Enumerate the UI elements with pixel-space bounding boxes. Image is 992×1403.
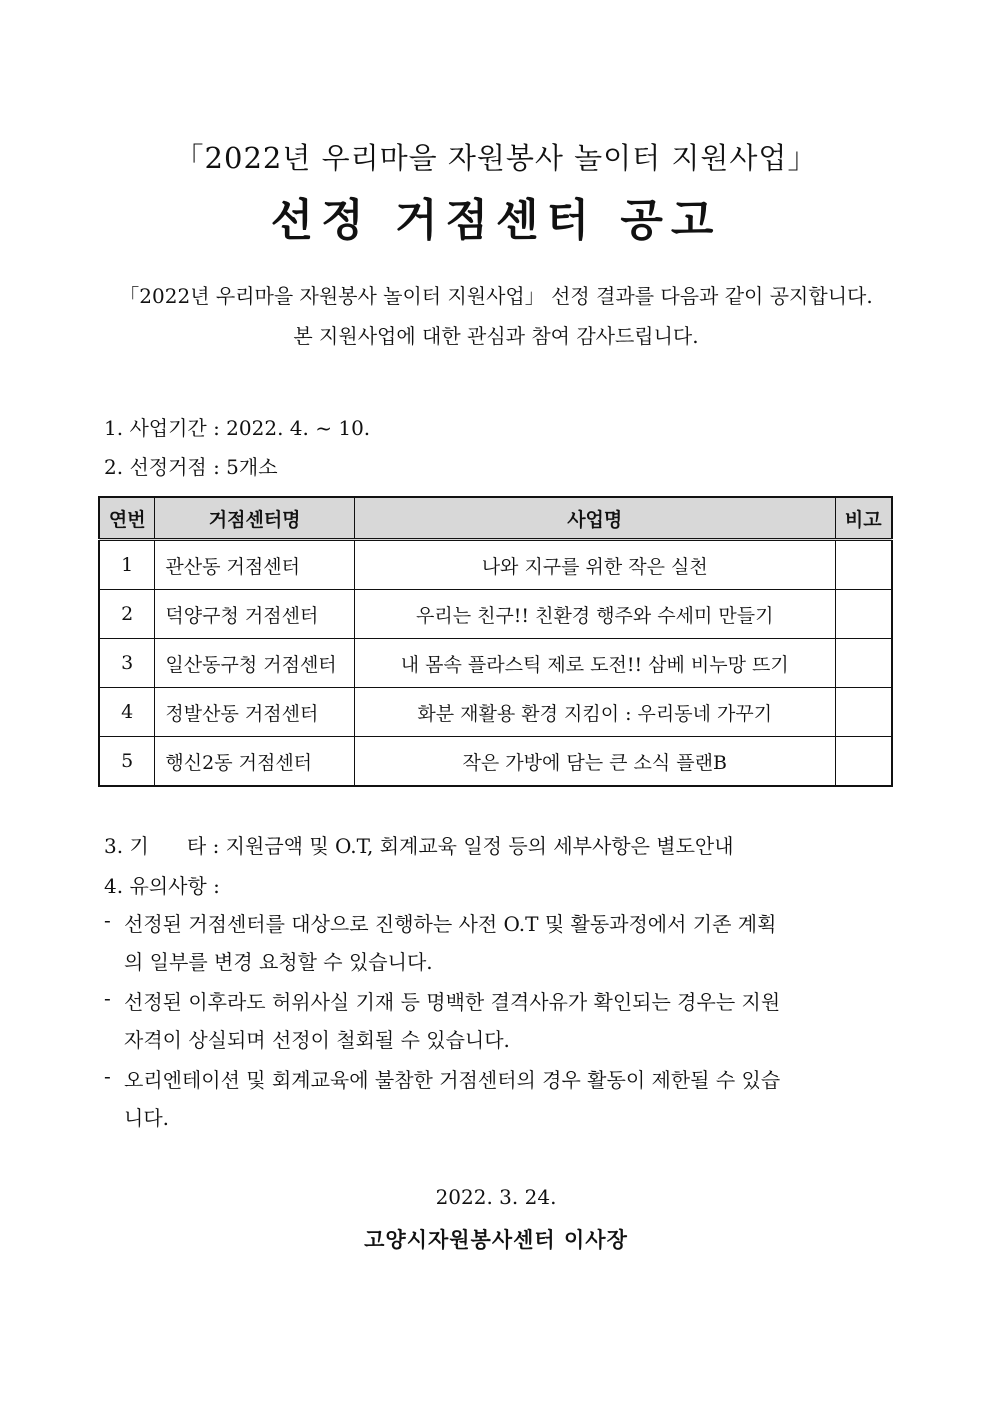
table-row: [99, 688, 892, 737]
notice-title: 선정 거점센터 공고: [270, 195, 722, 246]
row-center: 덕양구청 거점센터: [155, 590, 354, 639]
row-project: 화분 재활용 환경 지킴이 : 우리동네 가꾸기: [354, 688, 835, 737]
header-project: 사업명: [354, 497, 835, 540]
header-center: 거점센터명: [155, 497, 354, 540]
note-text: 의 일부를 변경 요청할 수 있습니다.: [124, 950, 433, 974]
etc-item: 3. 기 타 : 지원금액 및 O.T, 회계교육 일정 등의 세부사항은 별도안내: [104, 834, 734, 858]
note-text: 오리엔테이션 및 회계교육에 불참한 거점센터의 경우 활동이 제한될 수 있습: [124, 1068, 781, 1092]
note-text: 니다.: [124, 1106, 169, 1130]
note-dash: -: [104, 1064, 111, 1088]
selected-count-item: 2. 선정거점 : 5개소: [104, 455, 278, 479]
row-no: 2: [99, 590, 155, 639]
row-center: 관산동 거점센터: [155, 540, 354, 590]
table-row: [99, 540, 892, 590]
notes-heading: 4. 유의사항 :: [104, 874, 220, 898]
selected-centers-table: [98, 496, 893, 787]
intro-line-2: 본 지원사업에 대한 관심과 참여 감사드립니다.: [293, 324, 699, 348]
table-row: [99, 590, 892, 639]
signature: 고양시자원봉사센터 이사장: [364, 1227, 628, 1252]
notice-subtitle: 「2022년 우리마을 자원봉사 놀이터 지원사업」: [174, 141, 818, 175]
note-dash: -: [104, 908, 111, 932]
table-row: [99, 737, 892, 787]
row-project: 내 몸속 플라스틱 제로 도전!! 삼베 비누망 뜨기: [354, 639, 835, 688]
row-center: 행신2동 거점센터: [155, 737, 354, 787]
note-text: 선정된 이후라도 허위사실 기재 등 명백한 결격사유가 확인되는 경우는 지원: [124, 990, 781, 1014]
note-text: 선정된 거점센터를 대상으로 진행하는 사전 O.T 및 활동과정에서 기존 계획: [124, 912, 777, 936]
row-note: [835, 688, 892, 737]
row-note: [835, 540, 892, 590]
row-no: 1: [99, 540, 155, 590]
notice-date: 2022. 3. 24.: [435, 1185, 557, 1209]
row-no: 4: [99, 688, 155, 737]
row-center: 정발산동 거점센터: [155, 688, 354, 737]
intro-line-1: 「2022년 우리마을 자원봉사 놀이터 지원사업」 선정 결과를 다음과 같이 공지합니다.: [119, 284, 873, 308]
row-project: 나와 지구를 위한 작은 실천: [354, 540, 835, 590]
note-dash: -: [104, 986, 111, 1010]
row-note: [835, 590, 892, 639]
header-no: 연번: [99, 497, 155, 540]
row-note: [835, 737, 892, 787]
row-project: 우리는 친구!! 친환경 행주와 수세미 만들기: [354, 590, 835, 639]
row-project: 작은 가방에 담는 큰 소식 플랜B: [354, 737, 835, 787]
row-center: 일산동구청 거점센터: [155, 639, 354, 688]
table-header-row: [99, 497, 892, 540]
row-no: 5: [99, 737, 155, 787]
note-text: 자격이 상실되며 선정이 철회될 수 있습니다.: [124, 1028, 510, 1052]
period-item: 1. 사업기간 : 2022. 4. ~ 10.: [104, 416, 371, 440]
table-row: [99, 639, 892, 688]
row-no: 3: [99, 639, 155, 688]
row-note: [835, 639, 892, 688]
header-note: 비고: [835, 497, 892, 540]
